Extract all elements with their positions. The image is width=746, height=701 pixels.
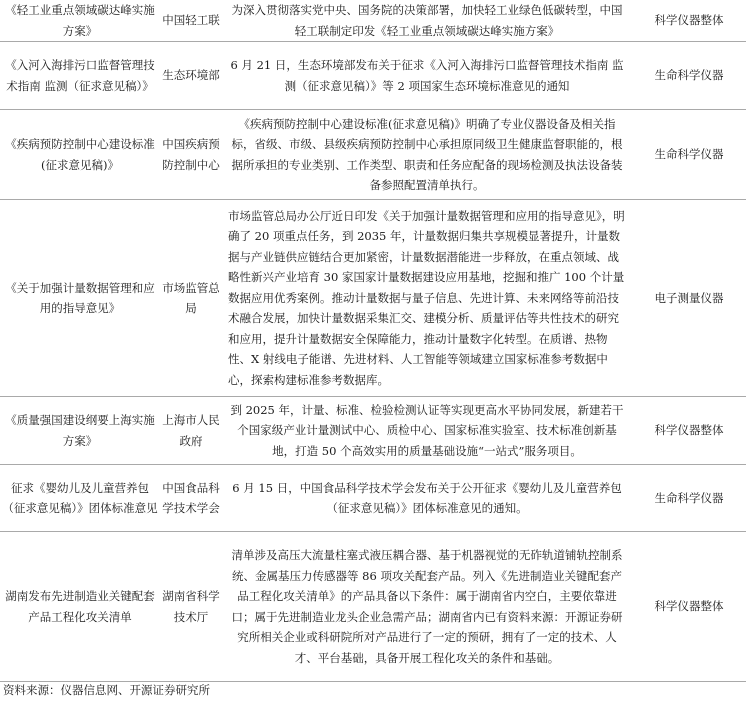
table-row	[0, 465, 746, 532]
department-cell: 市场监管总局	[160, 200, 222, 397]
department-cell: 中国疾病预防控制中心	[160, 110, 222, 200]
department-cell: 生态环境部	[160, 42, 222, 110]
policy-name-cell: 《轻工业重点领域碳达峰实施方案》	[0, 0, 160, 42]
policy-content-cell: 到 2025 年，计量、标准、检验检测认证等实现更高水平协同发展，新建若干个国家级产业计量测试中心、质检中心、国家标准实验室、技术标准创新基地，打造 50 个高效实用的质量基础设施“一站式”服务项目。	[222, 397, 632, 465]
table-row	[0, 200, 746, 397]
policy-content-cell: 为深入贯彻落实党中央、国务院的决策部署，加快轻工业绿色低碳转型，中国轻工联制定印发《轻工业重点领域碳达峰实施方案》	[222, 0, 632, 42]
category-cell: 科学仪器整体	[632, 397, 746, 465]
source-note: 资料来源：仪器信息网、开源证券研究所	[3, 683, 210, 697]
category-cell: 生命科学仪器	[632, 465, 746, 532]
department-cell: 中国轻工联	[160, 0, 222, 42]
table-row	[0, 0, 746, 42]
table-row	[0, 110, 746, 200]
category-cell: 科学仪器整体	[632, 532, 746, 682]
policy-content-cell: 6 月 21 日，生态环境部发布关于征求《入河入海排污口监督管理技术指南 监测（征求意见稿）》等 2 项国家生态环境标准意见的通知	[222, 42, 632, 110]
policy-name-cell: 《入河入海排污口监督管理技术指南 监测（征求意见稿）》	[0, 42, 160, 110]
policy-name-cell: 征求《婴幼儿及儿童营养包（征求意见稿）》团体标准意见	[0, 465, 160, 532]
policy-name-cell: 湖南发布先进制造业关键配套产品工程化攻关清单	[0, 532, 160, 682]
category-cell: 电子测量仪器	[632, 200, 746, 397]
table-row	[0, 532, 746, 682]
category-cell: 科学仪器整体	[632, 0, 746, 42]
policy-content-cell: 清单涉及高压大流量柱塞式液压耦合器、基于机器视觉的无砟轨道铺轨控制系统、金属基压力传感器等 86 项攻关配套产品。列入《先进制造业关键配套产品工程化攻关清单》的产品具备以下条件：属于湖南省内空白，主要依靠进口；属于先进制造业龙头企业急需产品；湖南省内已有资料来源：开源证券研究所相关企业或科研院所对产品进行了一定的预研，拥有了一定的技术、人才、平台基础，具备开展工程化攻关的条件和基础。	[222, 532, 632, 682]
policy-name-cell: 《关于加强计量数据管理和应用的指导意见》	[0, 200, 160, 397]
category-cell: 生命科学仪器	[632, 110, 746, 200]
policy-name-cell: 《疾病预防控制中心建设标准(征求意见稿)》	[0, 110, 160, 200]
policy-content-cell: 市场监管总局办公厅近日印发《关于加强计量数据管理和应用的指导意见》，明确了 20 项重点任务，到 2035 年，计量数据归集共享规模显著提升，计量数据与产业链供应链结合更加紧密，计量数据潜能进一步释放，在重点领域、战略性新兴产业培育 30 家国家计量数据建设应用基地，挖掘和推广 100 个计量数据应用优秀案例。推动计量数据与量子信息、先进计算、未来网络等前沿技术融合发展，加快计量数据采集汇交、建模分析、质量评估等共性技术的研究和应用，提升计量数据安全保障能力，推动计量数字化转型。在质谱、热物性、X 射线电子能谱、先进材料、人工智能等领域建立国家标准参考数据中心，探索构建标准参考数据库。	[222, 200, 632, 397]
category-cell: 生命科学仪器	[632, 42, 746, 110]
table-row	[0, 397, 746, 465]
policy-content-cell: 《疾病预防控制中心建设标准(征求意见稿)》明确了专业仪器设备及相关指标，省级、市级、县级疾病预防控制中心承担原同级卫生健康监督职能的，根据所承担的专业类别、工作类型、职责和任务应配备的现场检测及执法设备装备参照配置清单执行。	[222, 110, 632, 200]
department-cell: 中国食品科学技术学会	[160, 465, 222, 532]
policy-name-cell: 《质量强国建设纲要上海实施方案》	[0, 397, 160, 465]
department-cell: 湖南省科学技术厅	[160, 532, 222, 682]
table-row	[0, 42, 746, 110]
department-cell: 上海市人民政府	[160, 397, 222, 465]
policy-content-cell: 6 月 15 日，中国食品科学技术学会发布关于公开征求《婴幼儿及儿童营养包（征求意见稿）》团体标准意见的通知。	[222, 465, 632, 532]
